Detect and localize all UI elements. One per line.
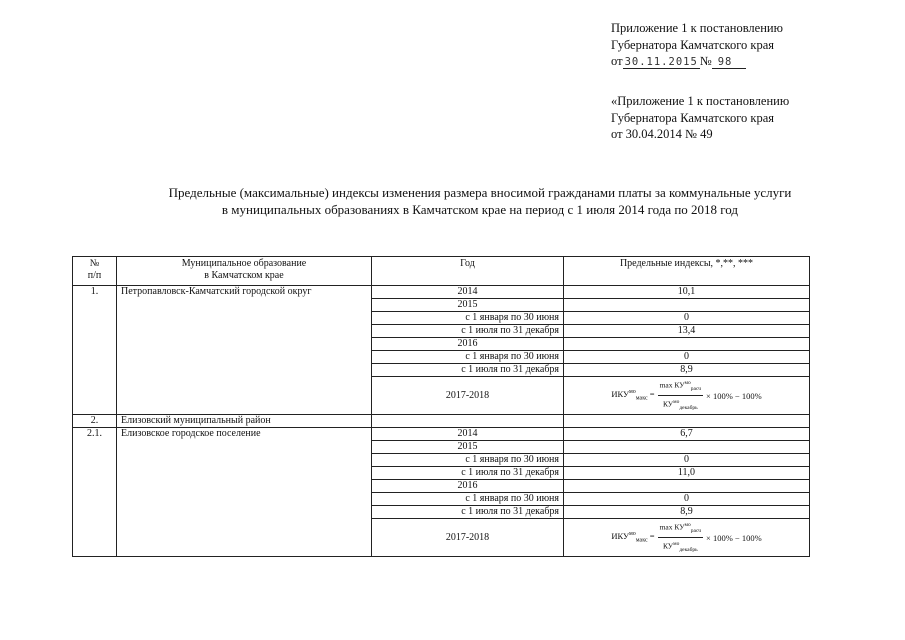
year-cell: с 1 июля по 31 декабря (372, 467, 564, 480)
year-cell: 2017-2018 (372, 377, 564, 415)
year-cell: 2014 (372, 428, 564, 441)
table-row (73, 428, 810, 441)
year-cell: с 1 января по 30 июня (372, 493, 564, 506)
year-cell: с 1 июля по 31 декабря (372, 506, 564, 519)
year-cell: с 1 января по 30 июня (372, 351, 564, 364)
year-cell: с 1 января по 30 июня (372, 312, 564, 325)
index-cell: 8,9 (564, 506, 810, 519)
prev-appendix-line2: Губернатора Камчатского края (611, 110, 775, 125)
municipality-name: Петропавловск-Камчатский городской округ (117, 286, 372, 415)
handwritten-date: 30.11.2015 (624, 56, 698, 68)
header-num: № п/п (73, 257, 117, 286)
index-cell (564, 519, 810, 557)
title-line2: в муниципальных образованиях в Камчатском крае на период с 1 июля 2014 года по 2018 год (221, 202, 739, 217)
year-cell: 2016 (372, 338, 564, 351)
header-year: Год (372, 257, 564, 286)
prev-appendix-line3: от 30.04.2014 № 49 (611, 127, 713, 141)
appendix-line2: Губернатора Камчатского края (611, 37, 775, 52)
municipality-name: Елизовский муниципальный район (117, 415, 372, 428)
header-index: Предельные индексы, *,**, *** (564, 257, 810, 286)
table-header-row (73, 257, 810, 286)
year-cell: с 1 июля по 31 декабря (372, 325, 564, 338)
number-prefix: № (699, 54, 712, 68)
date-prefix: от (611, 54, 623, 68)
header-municipality: Муниципальное образование в Камчатском крае (117, 257, 372, 286)
row-number: 1. (73, 286, 117, 415)
index-cell (564, 441, 810, 454)
row-number: 2.1. (73, 428, 117, 557)
index-cell: 11,0 (564, 467, 810, 480)
year-cell: 2015 (372, 299, 564, 312)
index-formula: $ИКУ^{мо}_{макс}$ = $\frac{\max КУ^{мо}_{расч}}{КУ^{мо}_{декабрь}}$ × 100% − 100% (611, 519, 761, 556)
index-cell (564, 480, 810, 493)
year-cell (372, 415, 564, 428)
index-cell (564, 338, 810, 351)
table-row (73, 415, 810, 428)
year-cell: с 1 июля по 31 декабря (372, 364, 564, 377)
year-cell: с 1 января по 30 июня (372, 454, 564, 467)
appendix-date-line (611, 53, 783, 71)
appendix-header-current (611, 20, 783, 71)
year-cell: 2014 (372, 286, 564, 299)
year-cell: 2017-2018 (372, 519, 564, 557)
index-cell (564, 415, 810, 428)
index-cell (564, 299, 810, 312)
index-cell: 13,4 (564, 325, 810, 338)
handwritten-number: 98 (712, 56, 747, 69)
index-cell (564, 377, 810, 415)
table-row (73, 286, 810, 299)
municipality-name: Елизовское городское поселение (117, 428, 372, 557)
index-cell: 10,1 (564, 286, 810, 299)
year-cell: 2015 (372, 441, 564, 454)
appendix-line1: Приложение 1 к постановлению (611, 21, 783, 35)
prev-appendix-line1: «Приложение 1 к постановлению (611, 94, 790, 108)
index-cell: 0 (564, 312, 810, 325)
index-cell: 0 (564, 454, 810, 467)
index-cell: 8,9 (564, 364, 810, 377)
appendix-header-previous (611, 93, 789, 143)
indices-table (72, 256, 810, 557)
row-number: 2. (73, 415, 117, 428)
index-cell: 0 (564, 493, 810, 506)
title-line1: Предельные (максимальные) индексы изменения размера вносимой гражданами платы за коммунальные услуги (168, 185, 792, 200)
document-title (100, 184, 860, 218)
table-body (73, 286, 810, 557)
year-cell: 2016 (372, 480, 564, 493)
index-cell: 6,7 (564, 428, 810, 441)
index-formula: $ИКУ^{мо}_{макс}$ = $\frac{\max КУ^{мо}_{расч}}{КУ^{мо}_{декабрь}}$ × 100% − 100% (611, 377, 761, 414)
index-cell: 0 (564, 351, 810, 364)
